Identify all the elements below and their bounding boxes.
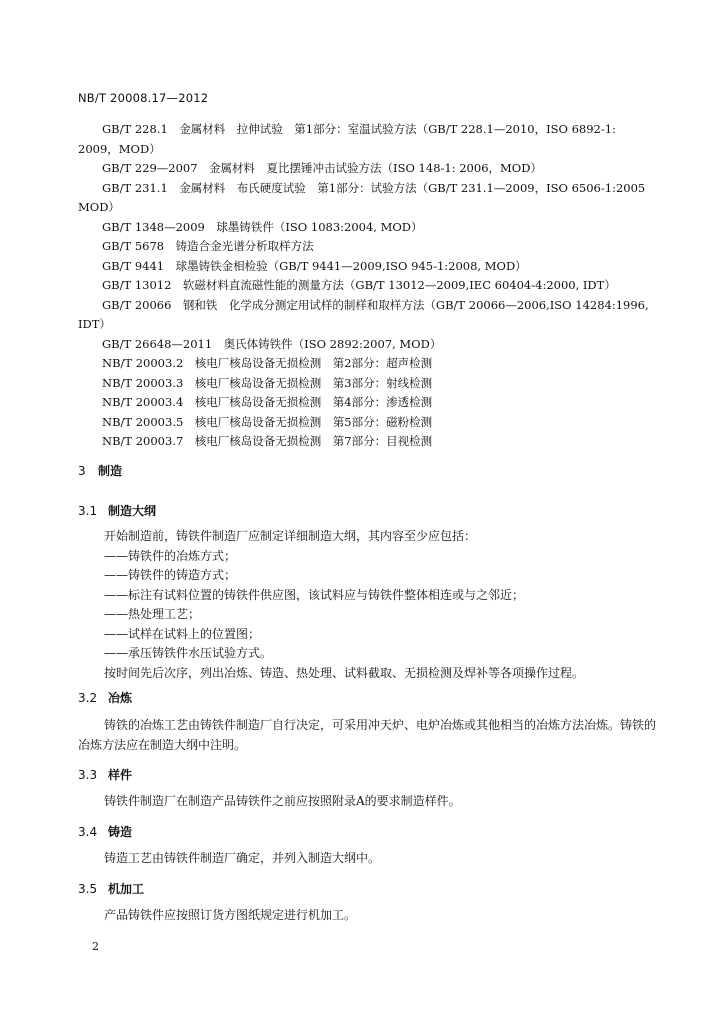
reference-item: GB/T 9441 球墨铸铁金相检验（GB/T 9441—2009,ISO 945-1:2008, MOD） bbox=[102, 258, 527, 273]
standard-code: NB/T 20008.17—2012 bbox=[78, 91, 209, 105]
section-heading bbox=[78, 462, 122, 479]
subsection-title: 铸造 bbox=[108, 825, 133, 839]
reference-item: NB/T 20003.2 核电厂核岛设备无损检测 第2部分：超声检测 bbox=[102, 356, 433, 370]
subsection-body bbox=[78, 527, 658, 683]
list-item: ——铸铁件的冶炼方式； bbox=[104, 548, 237, 563]
reference-item: GB/T 231.1 金属材料 布氏硬度试验 第1部分：试验方法（GB/T 231.1—2009，ISO 6506-1:2005 MOD） bbox=[78, 180, 646, 214]
subsection-title: 冶炼 bbox=[108, 691, 133, 705]
page-number: 2 bbox=[92, 940, 99, 953]
paragraph: 产品铸铁件应按照订货方图纸规定进行机加工。 bbox=[104, 908, 357, 922]
subsection-heading bbox=[78, 502, 156, 519]
reference-item: NB/T 20003.3 核电厂核岛设备无损检测 第3部分：射线检测 bbox=[102, 375, 433, 390]
subsection-number: 3.1 bbox=[78, 504, 98, 518]
list-item: ——热处理工艺； bbox=[104, 607, 201, 621]
subsection-number: 3.4 bbox=[78, 825, 98, 839]
subsection-heading bbox=[78, 880, 144, 897]
subsection-number: 3.5 bbox=[78, 882, 98, 896]
paragraph: 铸铁件制造厂在制造产品铸铁件之前应按照附录A的要求制造样件。 bbox=[104, 794, 461, 808]
reference-item: NB/T 20003.5 核电厂核岛设备无损检测 第5部分：磁粉检测 bbox=[102, 414, 433, 429]
subsection-heading bbox=[78, 823, 132, 840]
subsection-heading bbox=[78, 766, 132, 783]
reference-item: NB/T 20003.7 核电厂核岛设备无损检测 第7部分：目视检测 bbox=[102, 434, 433, 448]
subsection-number: 3.2 bbox=[78, 691, 98, 705]
list-item: ——试样在试料上的位置图； bbox=[104, 626, 261, 641]
reference-item: GB/T 1348—2009 球墨铸铁件（ISO 1083:2004, MOD） bbox=[102, 219, 423, 234]
reference-item: GB/T 13012 软磁材料直流磁性能的测量方法（GB/T 13012—2009,IEC 60404-4:2000, IDT） bbox=[102, 278, 616, 292]
paragraph: 铸造工艺由铸铁件制造厂确定，并列入制造大纲中。 bbox=[104, 851, 381, 865]
subsection-title: 机加工 bbox=[108, 882, 145, 896]
paragraph: 开始制造前，铸铁件制造厂应制定详细制造大纲，其内容至少应包括： bbox=[104, 529, 477, 543]
subsection-heading bbox=[78, 689, 132, 706]
reference-item: GB/T 26648—2011 奥氏体铸铁件（ISO 2892:2007, MOD） bbox=[102, 336, 442, 351]
subsection-title: 制造大纲 bbox=[108, 504, 157, 518]
reference-item: GB/T 5678 铸造合金光谱分析取样方法 bbox=[102, 239, 314, 253]
section-title: 制造 bbox=[98, 464, 123, 478]
paragraph: 铸铁的冶炼工艺由铸铁件制造厂自行决定，可采用冲天炉、电炉冶炼或其他相当的冶炼方法冶炼。铸铁的冶炼方法应在制造大纲中注明。 bbox=[78, 718, 657, 752]
subsection-number: 3.3 bbox=[78, 768, 98, 782]
normative-references bbox=[78, 120, 658, 452]
list-item: ——承压铸铁件水压试验方式。 bbox=[104, 646, 273, 660]
paragraph: 按时间先后次序，列出冶炼、铸造、热处理、试料截取、无损检测及焊补等各项操作过程。 bbox=[104, 665, 585, 680]
section-number: 3 bbox=[78, 464, 86, 478]
list-item: ——铸铁件的铸造方式； bbox=[104, 568, 237, 582]
list-item: ——标注有试料位置的铸铁件供应图，该试料应与铸铁件整体相连或与之邻近； bbox=[104, 587, 525, 602]
reference-item: GB/T 228.1 金属材料 拉伸试验 第1部分：室温试验方法（GB/T 228.1—2010，ISO 6892-1: 2009，MOD） bbox=[78, 122, 616, 156]
reference-item: GB/T 20066 钢和铁 化学成分测定用试样的制样和取样方法（GB/T 20066—2006,ISO 14284:1996, IDT） bbox=[78, 297, 649, 331]
reference-item: NB/T 20003.4 核电厂核岛设备无损检测 第4部分：渗透检测 bbox=[102, 395, 433, 409]
subsection-title: 样件 bbox=[108, 768, 133, 782]
reference-item: GB/T 229—2007 金属材料 夏比摆锤冲击试验方法（ISO 148-1: 2006，MOD） bbox=[102, 161, 542, 175]
